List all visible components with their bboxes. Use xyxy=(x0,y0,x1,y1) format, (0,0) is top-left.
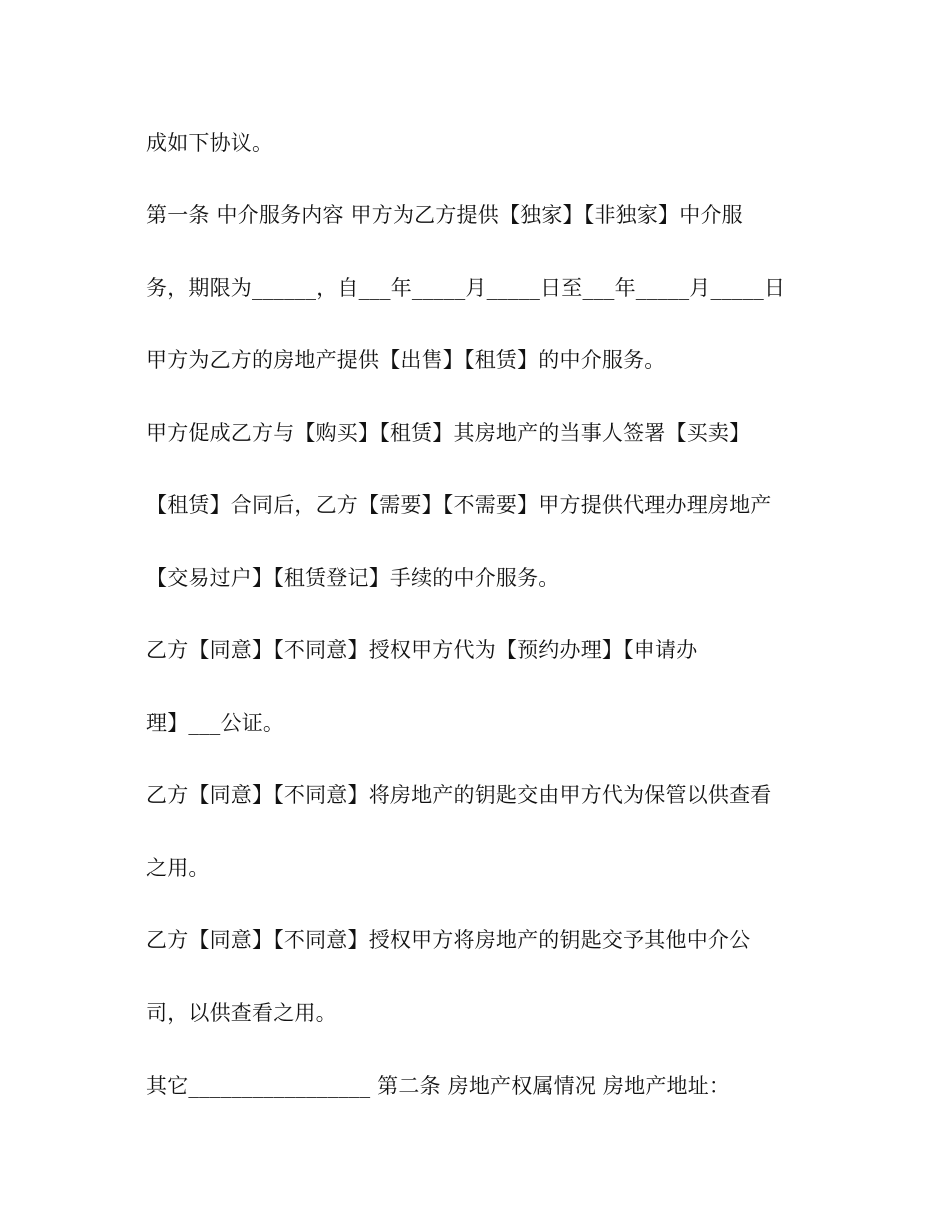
text-line: 第一条 中介服务内容 甲方为乙方提供【独家】【非独家】中介服 xyxy=(146,203,743,227)
text-line: 乙方【同意】【不同意】将房地产的钥匙交由甲方代为保管以供查看 xyxy=(146,783,772,807)
text-line: 【租赁】合同后，乙方【需要】【不需要】甲方提供代理办理房地产 xyxy=(146,493,772,517)
text-line: 司，以供查看之用。 xyxy=(146,1001,337,1025)
text-line: 乙方【同意】【不同意】授权甲方代为【预约办理】【申请办 xyxy=(146,638,698,662)
text-line: 甲方促成乙方与【购买】【租赁】其房地产的当事人签署【买卖】 xyxy=(146,421,751,445)
text-line: 其它_________________ 第二条 房地产权属情况 房地产地址： xyxy=(146,1074,731,1098)
text-line: 乙方【同意】【不同意】授权甲方将房地产的钥匙交予其他中介公 xyxy=(146,928,751,952)
text-line: 之用。 xyxy=(146,856,210,880)
text-line: 甲方为乙方的房地产提供【出售】【租赁】的中介服务。 xyxy=(146,348,666,372)
text-line: 【交易过户】【租赁登记】手续的中介服务。 xyxy=(146,566,560,590)
text-line: 务，期限为______，自___年_____月_____日至___年_____月_____日 xyxy=(146,276,786,300)
text-line: 理】___公证。 xyxy=(146,711,285,735)
text-line: 成如下协议。 xyxy=(146,131,274,155)
